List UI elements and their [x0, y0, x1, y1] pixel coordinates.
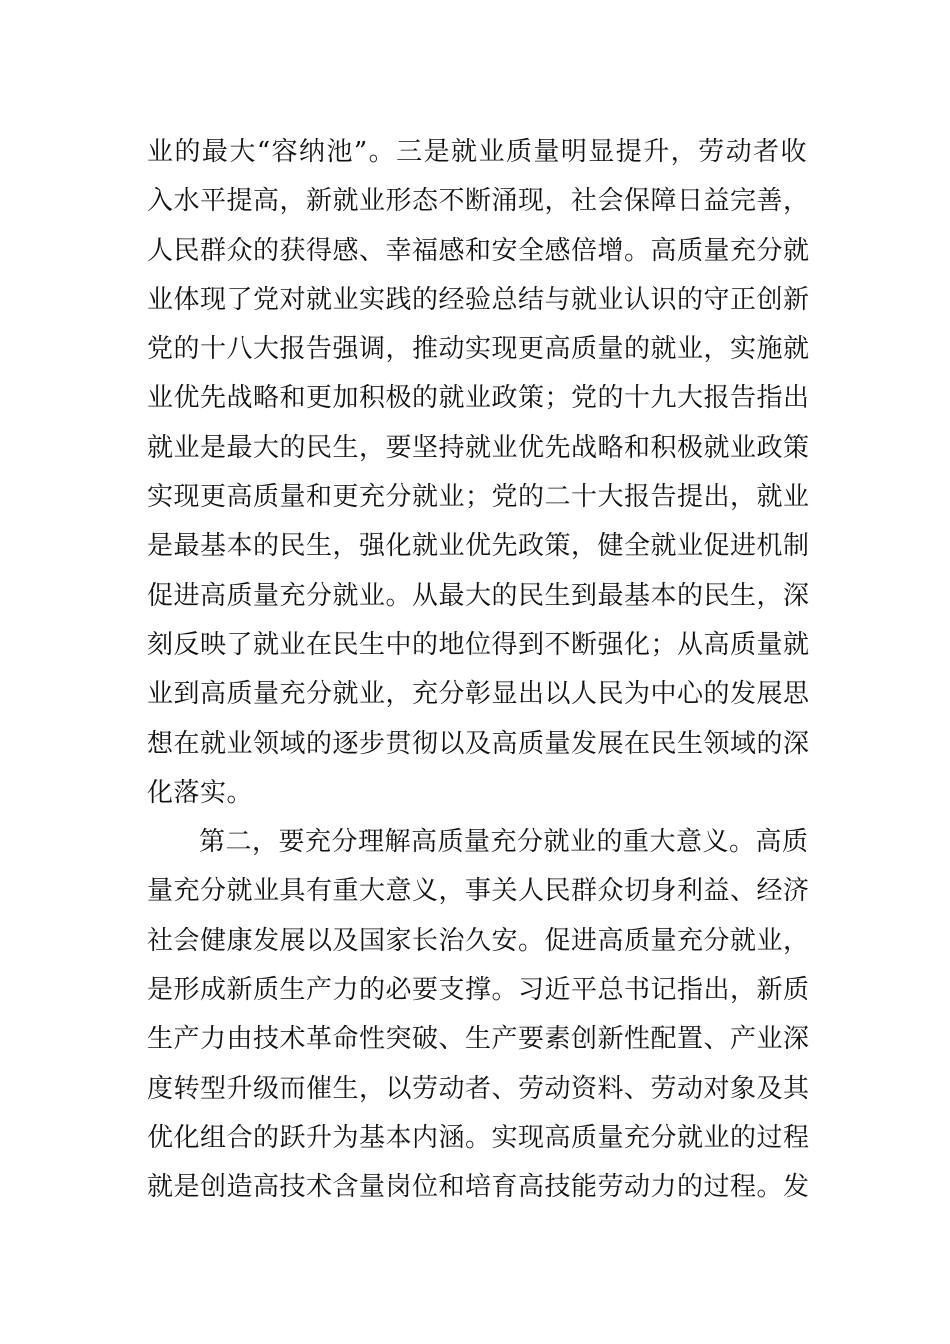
- text-line: 业体现了党对就业实践的经验总结与就业认识的守正创新: [147, 284, 810, 315]
- text-line: 想在就业领域的逐步贯彻以及高质量发展在民生领域的深: [147, 728, 810, 759]
- paragraph-first-line: 第二，要充分理解高质量充分就业的重大意义。高质: [199, 827, 809, 858]
- text-line: 是形成新质生产力的必要支撑。习近平总书记指出，新质: [147, 975, 810, 1006]
- text-line: 实现更高质量和更充分就业；党的二十大报告提出，就业: [147, 482, 810, 513]
- document-body: [147, 128, 810, 1213]
- text-line: 人民群众的获得感、幸福感和安全感倍增。高质量充分就: [147, 235, 810, 266]
- text-line: 促进高质量充分就业。从最大的民生到最基本的民生，深: [147, 580, 810, 611]
- text-line: 度转型升级而催生，以劳动者、劳动资料、劳动对象及其: [147, 1073, 810, 1104]
- text-line: 业的最大“容纳池”。三是就业质量明显提升，劳动者收: [147, 137, 807, 167]
- text-line: 党的十八大报告强调，推动实现更高质量的就业，实施就: [147, 334, 810, 365]
- text-line: 生产力由技术革命性突破、生产要素创新性配置、产业深: [147, 1024, 810, 1055]
- text-line: 入水平提高，新就业形态不断涌现，社会保障日益完善，: [147, 186, 810, 217]
- text-line: 就业是最大的民生，要坚持就业优先战略和积极就业政策: [147, 432, 810, 463]
- text-line: 量充分就业具有重大意义，事关人民群众切身利益、经济: [147, 876, 810, 907]
- text-line: 是最基本的民生，强化就业优先政策，健全就业促进机制: [147, 531, 810, 562]
- text-line: 业优先战略和更加积极的就业政策；党的十九大报告指出: [147, 383, 810, 414]
- text-line: 就是创造高技术含量岗位和培育高技能劳动力的过程。发: [147, 1172, 810, 1203]
- text-line: 化落实。: [147, 777, 254, 808]
- text-line: 社会健康发展以及国家长治久安。促进高质量充分就业，: [147, 925, 810, 956]
- text-line: 优化组合的跃升为基本内涵。实现高质量充分就业的过程: [147, 1122, 810, 1153]
- text-line: 业到高质量充分就业，充分彰显出以人民为中心的发展思: [147, 679, 810, 710]
- text-line: 刻反映了就业在民生中的地位得到不断强化；从高质量就: [147, 629, 810, 660]
